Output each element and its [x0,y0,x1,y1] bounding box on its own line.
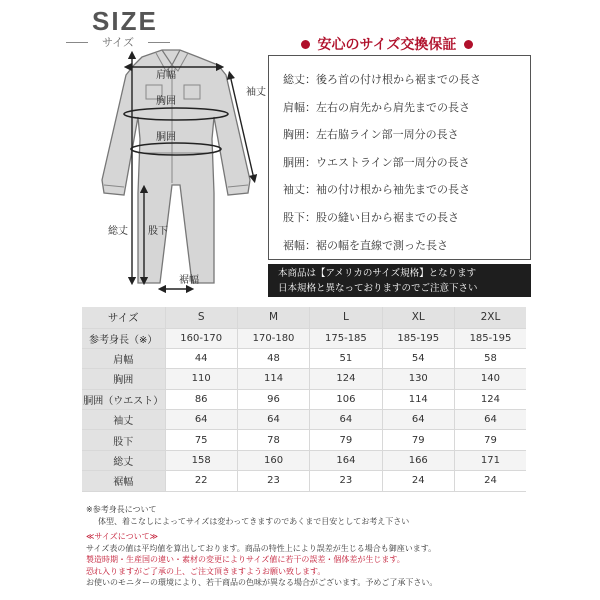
table-cell: 114 [382,389,454,409]
table-cell: 23 [237,471,309,491]
table-row [82,471,526,491]
table-row [82,389,526,409]
table-row-label: 胸囲 [82,369,165,389]
coverall-diagram [80,45,270,295]
size-table [82,307,526,492]
table-cell: 54 [382,348,454,368]
table-row-label: 肩幅 [82,348,165,368]
table-header-cell: 2XL [454,307,526,328]
about-title: ≪サイズについて≫ [86,532,158,541]
table-cell: 23 [310,471,382,491]
table-cell: 22 [165,471,237,491]
coverall-silhouette [102,50,250,283]
note-line: 体型、着こなしによってサイズは変わってきますのであくまで目安としてお考え下さい [98,517,410,526]
table-cell: 86 [165,389,237,409]
table-cell: 64 [237,410,309,430]
table-cell: 171 [454,450,526,470]
table-cell: 64 [310,410,382,430]
table-row [82,450,526,470]
table-row [82,328,526,348]
table-cell: 110 [165,369,237,389]
table-row [82,410,526,430]
table-row-label: 裾幅 [82,471,165,491]
table-cell: 79 [454,430,526,450]
definitions-box [268,55,531,260]
size-subtitle: サイズ [66,34,170,50]
label-shoulder: 肩幅 [156,70,176,81]
table-cell: 24 [454,471,526,491]
table-row [82,369,526,389]
note-line: ※参考身長について [86,505,157,514]
guarantee-heading [282,34,492,54]
table-cell: 96 [237,389,309,409]
definition-hem: 裾幅：裾の幅を直線で測った長さ [283,238,448,252]
notice-line: 本商品は【アメリカのサイズ規格】となります [278,268,477,279]
about-sizes-note [86,531,437,589]
label-hem: 裾幅 [179,275,199,286]
table-cell: 114 [237,369,309,389]
table-header-cell: S [165,307,237,328]
about-line-warning: 製造時期・生産国の違い・素材の変更によりサイズ値に若干の誤差・個体差が生じます。 [86,555,405,564]
table-header-cell: サイズ [82,307,165,328]
label-sleeve: 袖丈 [246,87,266,98]
table-cell: 106 [310,389,382,409]
table-cell: 79 [310,430,382,450]
bullet-dot-icon [301,40,310,49]
table-header-cell: L [310,307,382,328]
table-row [82,430,526,450]
definition-waist: 胴囲：ウエストライン部一周分の長さ [283,155,470,169]
table-cell: 124 [454,389,526,409]
table-cell: 78 [237,430,309,450]
table-cell: 170-180 [237,328,309,348]
table-header-cell: M [237,307,309,328]
table-cell: 75 [165,430,237,450]
table-cell: 160-170 [165,328,237,348]
about-line-warning: 恐れ入りますがご了承の上、ご注文頂きますようお願い致します。 [86,566,326,576]
definition-sleeve: 袖丈：袖の付け根から袖先までの長さ [283,183,470,197]
definition-shoulder: 肩幅：左右の肩先から肩先までの長さ [283,100,470,114]
table-cell: 51 [310,348,382,368]
table-cell: 130 [382,369,454,389]
table-cell: 64 [165,410,237,430]
table-cell: 140 [454,369,526,389]
about-line: お使いのモニターの環境により、若干商品の色味が異なる場合がございます。予めご了承下さい。 [86,578,438,587]
table-row-label: 総丈 [82,450,165,470]
table-cell: 166 [382,450,454,470]
table-cell: 79 [382,430,454,450]
us-size-notice [268,264,531,297]
table-cell: 24 [382,471,454,491]
notice-line: 日本規格と異なっておりますのでご注意下さい [278,283,478,294]
table-cell: 48 [237,348,309,368]
label-waist: 胴囲 [156,132,176,143]
table-cell: 64 [454,410,526,430]
coverall-illustration [80,45,270,295]
bullet-dot-icon [464,40,473,49]
definition-chest: 胸囲：左右脇ライン部一周分の長さ [283,128,459,142]
table-cell: 124 [310,369,382,389]
table-cell: 160 [237,450,309,470]
table-cell: 64 [382,410,454,430]
reference-height-note [86,504,409,528]
label-total: 総丈 [108,226,128,237]
table-cell: 175-185 [310,328,382,348]
label-inseam: 股下 [148,226,168,237]
table-row-label: 参考身長（※） [82,328,165,348]
table-cell: 58 [454,348,526,368]
table-header-row [82,307,526,328]
about-line: サイズ表の値は平均値を算出しております。商品の特性上により誤差が生じる場合も御座います。 [86,543,437,553]
table-cell: 185-195 [382,328,454,348]
definition-inseam: 股下：股の縫い目から裾までの長さ [283,210,459,224]
table-row-label: 胴囲（ウエスト） [82,389,165,409]
table-cell: 164 [310,450,382,470]
definition-total: 総丈：後ろ首の付け根から裾までの長さ [283,73,481,86]
guarantee-text: 安心のサイズ交換保証 [317,37,457,53]
table-cell: 44 [165,348,237,368]
table-cell: 185-195 [454,328,526,348]
table-row-label: 股下 [82,430,165,450]
table-row-label: 袖丈 [82,410,165,430]
table-header-cell: XL [382,307,454,328]
table-row [82,348,526,368]
label-chest: 胸囲 [156,96,176,107]
table-cell: 158 [165,450,237,470]
size-title: SIZE [92,6,158,36]
